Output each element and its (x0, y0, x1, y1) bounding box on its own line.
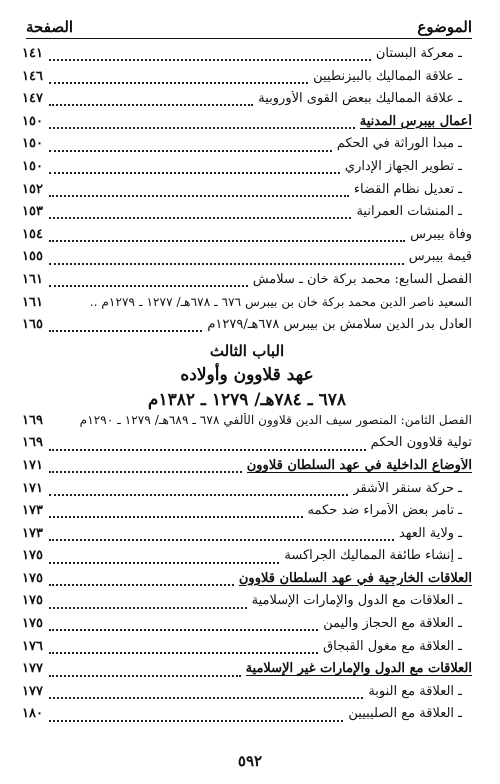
toc-entry (22, 435, 472, 458)
toc-entry-title: ـ تآمر بعض الأمراء ضد حكمه (307, 503, 462, 519)
dot-leader (49, 449, 366, 451)
toc-entry (22, 204, 472, 227)
toc-entry (22, 684, 472, 707)
toc-entry (22, 616, 472, 639)
toc-entry (22, 272, 472, 295)
dot-leader (49, 240, 405, 242)
toc-entry-title: قيمة بيبرس (408, 249, 472, 265)
dot-leader (49, 59, 371, 61)
toc-entry-page: ١٧٥ (22, 548, 43, 564)
toc-entry (22, 639, 472, 662)
toc-entry-page: ١٧٣ (22, 503, 43, 519)
toc-entry-page: ١٦١ (22, 271, 43, 287)
toc-entry (22, 481, 472, 504)
toc-entry-title: ـ ولاية العهد (398, 525, 462, 541)
toc-entry-title: ـ مبدأ الوراثة في الحكم (336, 136, 462, 152)
dot-leader (49, 471, 242, 473)
toc-entry (22, 114, 472, 137)
dot-leader (49, 263, 404, 265)
toc-entry (22, 458, 472, 481)
toc-entry (22, 91, 472, 114)
toc-entry-page: ١٧٥ (22, 593, 43, 609)
toc-entry-title: ـ علاقة المماليك بالبيزنطيين (313, 68, 462, 84)
toc-entry-title: ـ علاقة المماليك ببعض القوى الأوروبية (258, 91, 462, 107)
toc-entry (22, 526, 472, 549)
dot-leader (49, 494, 348, 496)
toc-entry-page: ١٧٥ (22, 570, 43, 586)
toc-entry (22, 413, 472, 436)
toc-entry (22, 159, 472, 182)
toc-entry-title: ـ العلاقة مع مغول القبجاق (323, 638, 462, 654)
toc-entry-page: ١٦٥ (22, 317, 43, 333)
part-dates: ٦٧٨ ـ ٧٨٤هـ/ ١٢٧٩ ـ ١٣٨٢م (147, 389, 347, 410)
toc-entry-title: ـ معركة البستان (375, 46, 462, 61)
toc-entry-page: ١٥٤ (22, 226, 43, 242)
toc-entry-page: ١٥٣ (22, 204, 43, 220)
toc-entry-page: ١٥٥ (22, 249, 43, 265)
toc-entry-page: ١٧٧ (22, 683, 43, 699)
toc-entry-page: ١٧٧ (22, 661, 43, 677)
toc-entry-title: أعمال بيبرس المدنية (359, 113, 472, 129)
dot-leader (49, 516, 303, 518)
toc-entry-title: ـ حركة سنقر الأشقر (353, 480, 462, 496)
toc-entry-title: ـ العلاقات مع الدول والإمارات الإسلامية (251, 593, 462, 609)
toc-block-2 (22, 413, 472, 729)
page-column-label: الصفحة (26, 18, 74, 36)
dot-leader (49, 629, 318, 631)
toc-entry-page: ١٧١ (22, 457, 43, 473)
dot-leader (49, 127, 355, 129)
toc-entry (22, 571, 472, 594)
toc-entry (22, 136, 472, 159)
toc-entry (22, 69, 472, 92)
toc-header (26, 10, 472, 39)
dot-leader (49, 720, 343, 722)
toc-entry-page: ١٤١ (22, 46, 43, 61)
toc-entry-title: وفاة بيبرس (410, 226, 472, 242)
toc-entry-page: ١٧٥ (22, 616, 43, 632)
dot-leader (49, 172, 340, 174)
toc-entry (22, 46, 472, 69)
dot-leader (49, 584, 234, 586)
toc-entry (22, 706, 472, 729)
page-number: ٥٩٢ (237, 752, 263, 770)
toc-entry-title: العادل بدر الدين سلامش بن بيبرس ٦٧٨هـ/١٢٧٩م (207, 317, 472, 333)
toc-entry-title: ـ تعديل نظام القضاء (353, 181, 462, 197)
toc-entry-title: الفصل السابع: محمد بركة خان ـ سلامش (252, 271, 472, 287)
dot-leader (49, 697, 363, 699)
toc-entry-page: ١٥٢ (22, 181, 43, 197)
dot-leader (49, 285, 248, 287)
toc-entry (22, 593, 472, 616)
toc-entry-title: ـ العلاقة مع النوبة (368, 683, 462, 699)
toc-entry (22, 249, 472, 272)
dot-leader (49, 150, 332, 152)
topic-column-label: الموضوع (417, 18, 472, 36)
toc-entry-title: العلاقات الخارجية في عهد السلطان قلاوون (238, 570, 472, 586)
toc-entry (22, 661, 472, 684)
toc-entry-page: ١٥٠ (22, 158, 43, 174)
dot-leader (49, 217, 351, 219)
dot-leader (49, 195, 349, 197)
dot-leader (49, 539, 394, 541)
part-title: عهد قلاوون وأولاده (180, 364, 314, 385)
toc-entry-page: ١٦٩ (22, 435, 43, 451)
part-heading: الباب الثالث (209, 341, 285, 360)
toc-entry-page: ١٧٦ (22, 638, 43, 654)
toc-entry-page: ١٧٣ (22, 525, 43, 541)
dot-leader (49, 82, 308, 84)
toc-entry (22, 295, 472, 318)
toc-entry (22, 317, 472, 340)
toc-entry-title: ـ العلاقة مع الحجاز واليمن (323, 616, 462, 632)
toc-entry-title: ـ تطوير الجهاز الإداري (344, 158, 462, 174)
toc-list (22, 46, 472, 729)
dot-leader (49, 607, 247, 609)
toc-entry (22, 182, 472, 205)
dot-leader (49, 675, 241, 677)
toc-entry-title: السعيد ناصر الدين محمد بركة خان بن بيبرس ٦٧٦ ـ ٦٧٨هـ/ ١٢٧٧ ـ ١٢٧٩م .. (89, 294, 472, 309)
toc-block-1 (22, 46, 472, 340)
toc-entry-title: ـ العلاقة مع الصليبيين (348, 706, 462, 722)
toc-entry-page: ١٧١ (22, 480, 43, 496)
dot-leader (49, 104, 253, 106)
dot-leader (49, 330, 202, 332)
toc-entry-page: ١٨٠ (22, 706, 43, 722)
toc-entry-page: ١٥٠ (22, 136, 43, 152)
dot-leader (49, 652, 318, 654)
toc-entry (22, 227, 472, 250)
toc-entry-page: ١٥٠ (22, 113, 43, 129)
toc-entry-title: تولية قلاوون الحكم (370, 435, 472, 451)
toc-entry-page: ١٦١ (22, 294, 43, 310)
toc-entry-page: ١٤٦ (22, 68, 43, 84)
toc-entry-title: الفصل الثامن: المنصور سيف الدين قلاوون الألفي ٦٧٨ ـ ٦٨٩هـ/ ١٢٧٩ ـ ١٢٩٠م (79, 412, 472, 427)
toc-entry-title: ـ إنشاء طائفة المماليك الجراكسة (284, 548, 462, 564)
toc-entry-title: العلاقات مع الدول والإمارات غير الإسلامية (245, 661, 472, 677)
toc-entry (22, 548, 472, 571)
dot-leader (49, 562, 279, 564)
toc-entry (22, 503, 472, 526)
toc-entry-title: ـ المنشآت العمرانية (356, 204, 462, 220)
toc-entry-page: ١٤٧ (22, 91, 43, 107)
toc-entry-page: ١٦٩ (22, 412, 43, 428)
toc-entry-title: الأوضاع الداخلية في عهد السلطان قلاوون (246, 457, 472, 473)
